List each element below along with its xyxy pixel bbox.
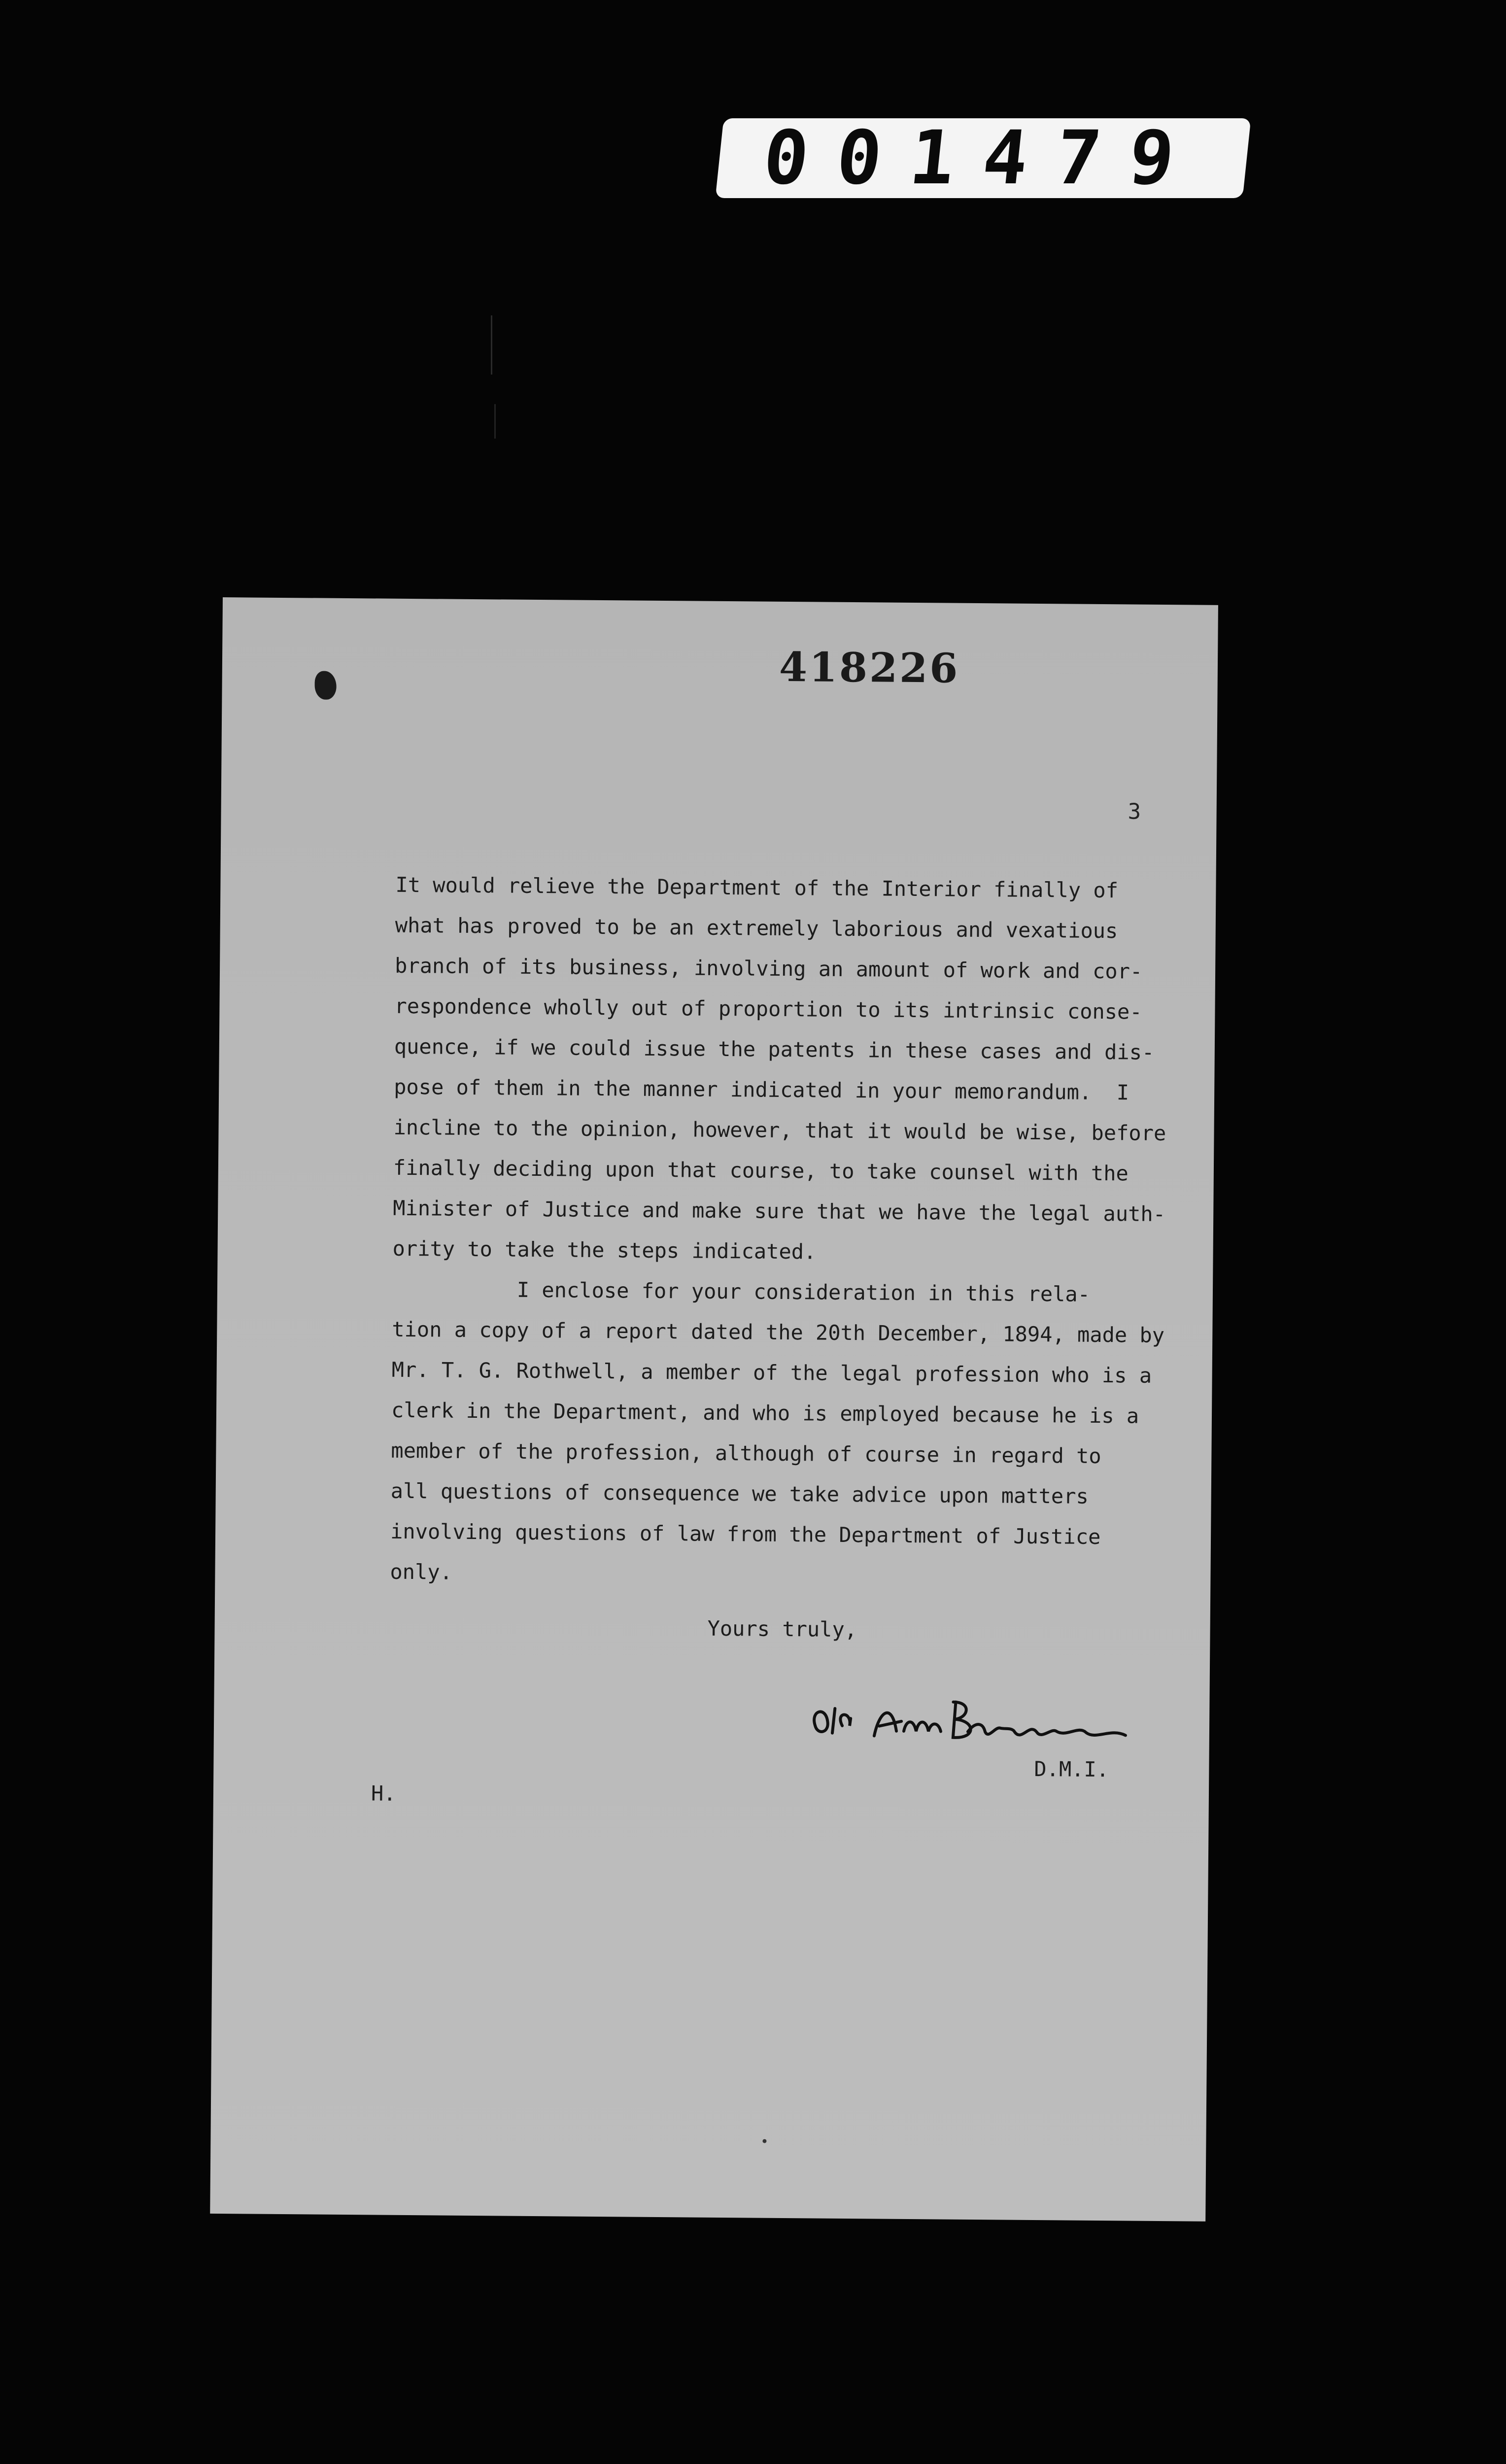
letter-line: what has proved to be an extremely laborious and vexatious (395, 913, 1118, 943)
handwritten-signature (805, 1691, 1141, 1752)
letter-line: Mr. T. G. Rothwell, a member of the legal profession who is a (391, 1357, 1152, 1388)
letter-line: involving questions of law from the Department of Justice (390, 1519, 1101, 1549)
letter-line: pose of them in the manner indicated in your memorandum. I (394, 1074, 1130, 1105)
letter-line: ority to take the steps indicated. (392, 1236, 817, 1264)
letter-body (390, 865, 1164, 1598)
film-scratch (491, 315, 492, 375)
document-stamp-number: 418226 (779, 643, 960, 692)
film-scratch (494, 404, 496, 439)
letter-line: finally deciding upon that course, to take counsel with the (393, 1155, 1129, 1186)
microfilm-frame-number: 001479 (715, 118, 1251, 198)
signer-title: D.M.I. (1034, 1757, 1109, 1782)
letter-line: only. (390, 1559, 453, 1584)
paper-speck (762, 2139, 766, 2143)
letter-line: It would relieve the Department of the Interior finally of (395, 872, 1119, 903)
punch-hole (314, 671, 336, 699)
letter-line: Minister of Justice and make sure that we have the legal auth- (393, 1196, 1166, 1227)
letter-line: clerk in the Department, and who is employed because he is a (391, 1398, 1139, 1428)
letter-line: I enclose for your consideration in this rela- (392, 1276, 1091, 1306)
letter-line: all questions of consequence we take advice upon matters (390, 1478, 1089, 1508)
letter-closing: Yours truly, (707, 1616, 857, 1642)
letter-line: branch of its business, involving an amount of work and cor- (394, 953, 1143, 984)
page-number: 3 (1128, 799, 1141, 824)
letter-line: respondence wholly out of proportion to its intrinsic conse- (394, 993, 1142, 1024)
letter-line: quence, if we could issue the patents in these cases and dis- (394, 1034, 1155, 1064)
letter-line: incline to the opinion, however, that it would be wise, before (393, 1115, 1166, 1146)
letter-page (210, 597, 1218, 2222)
letter-line: member of the profession, although of course in regard to (391, 1438, 1101, 1469)
typist-initial: H. (371, 1781, 396, 1806)
letter-line: tion a copy of a report dated the 20th December, 1894, made by (392, 1317, 1165, 1348)
